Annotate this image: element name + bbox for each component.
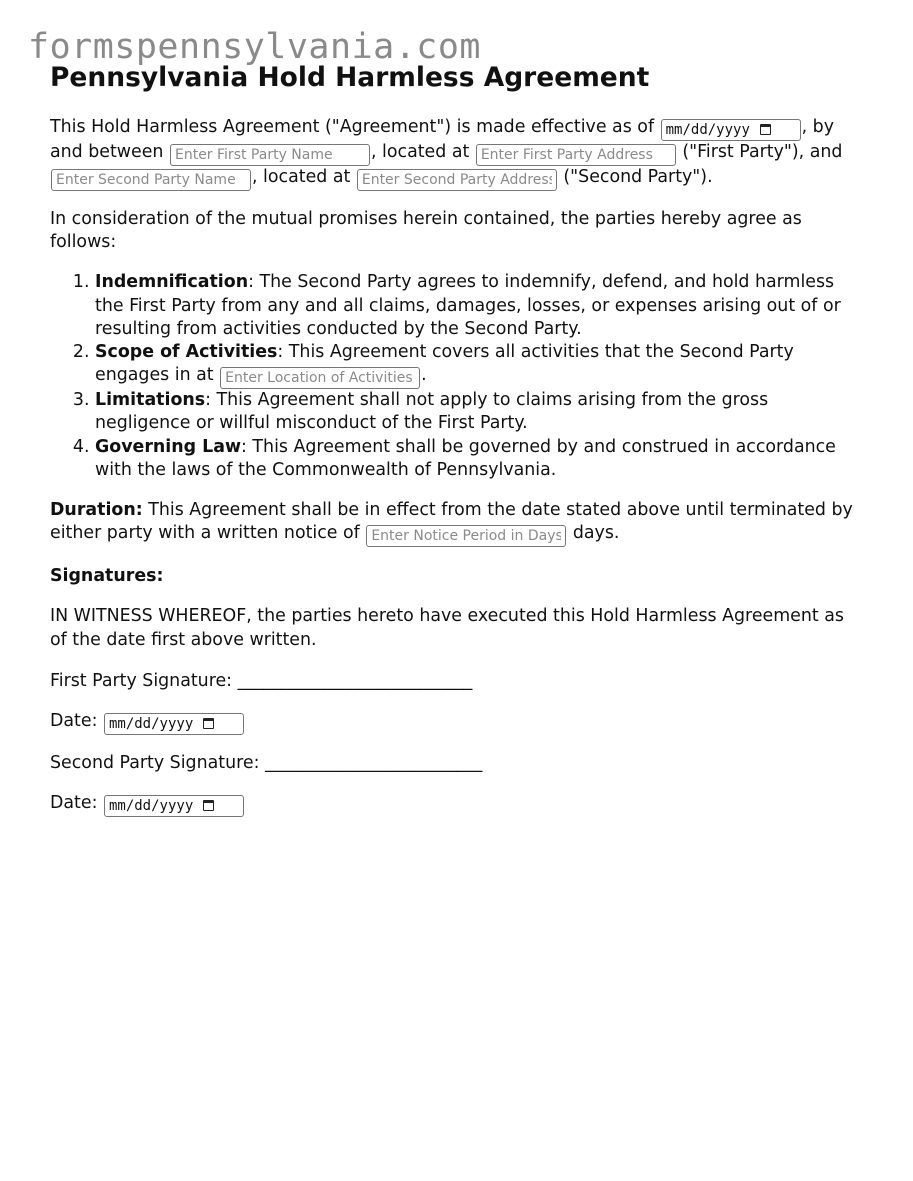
notice-period-input[interactable] [366, 525, 566, 547]
intro-text-2: , by and between [50, 117, 834, 162]
agreement-document [50, 58, 865, 817]
first-party-date-input[interactable] [104, 713, 244, 735]
first-party-signature-line: ___________________________ [237, 670, 473, 691]
witness-paragraph: IN WITNESS WHEREOF, the parties hereto have executed this Hold Harmless Agreement as of the date first above written. [50, 606, 844, 650]
clause-heading: Governing Law [95, 436, 242, 457]
clause-text: : This Agreement shall be governed by and construed in accordance with the laws of the Commonwealth of Pennsylvania. [95, 436, 836, 480]
clause-text: : The Second Party agrees to indemnify, defend, and hold harmless the First Party from any and all claims, damages, losses, or expenses arising out of or resulting from activities conducted by the Second Party. [95, 272, 841, 339]
effective-date-input[interactable] [661, 119, 801, 141]
duration-paragraph [50, 499, 865, 547]
clause-heading: Limitations [95, 390, 206, 411]
second-party-address-input[interactable] [357, 169, 557, 191]
second-party-signature-line: _________________________ [264, 753, 483, 774]
duration-label: Duration: [50, 500, 143, 521]
intro-text-1: This Hold Harmless Agreement ("Agreement") is made effective as of [50, 117, 655, 137]
page-title: Pennsylvania Hold Harmless Agreement [50, 62, 650, 93]
clauses-list [50, 271, 865, 482]
duration-text: This Agreement shall be in effect from the date stated above until terminated by either party with a written notice of [50, 500, 853, 544]
clause-text: : This Agreement covers all activities that the Second Party engages in at [95, 342, 794, 386]
first-party-name-input[interactable] [170, 144, 370, 166]
intro-text-5: , located at [252, 167, 351, 187]
second-party-signature-row [50, 752, 865, 775]
date-placeholder: mm/dd/yyyy [108, 798, 194, 815]
clause-end: . [421, 365, 427, 386]
consideration-paragraph: In consideration of the mutual promises herein contained, the parties hereby agree as follows: [50, 209, 802, 253]
location-of-activities-input[interactable] [220, 367, 420, 389]
second-party-name-input[interactable] [51, 169, 251, 191]
second-party-date-input[interactable] [104, 795, 244, 817]
site-watermark: formspennsylvania.com [28, 27, 482, 67]
intro-paragraph [50, 116, 865, 191]
first-party-address-input[interactable] [476, 144, 676, 166]
signatures-heading-text: Signatures: [50, 566, 164, 587]
first-party-signature-label: First Party Signature: [50, 670, 233, 691]
clause-limitations [95, 389, 865, 435]
first-party-date-row [50, 710, 865, 735]
intro-text-3: , located at [370, 142, 470, 162]
date-label: Date: [50, 711, 98, 732]
second-party-signature-label: Second Party Signature: [50, 753, 260, 774]
duration-end: days. [572, 523, 620, 544]
first-party-signature-row [50, 670, 865, 693]
clause-scope-of-activities [95, 341, 865, 389]
clause-text: : This Agreement shall not apply to claims arising from the gross negligence or willful misconduct of the First Party. [95, 390, 769, 434]
intro-text-4: ("First Party"), and [682, 142, 843, 162]
calendar-icon[interactable] [203, 800, 214, 811]
date-label: Date: [50, 793, 98, 814]
second-party-date-row [50, 792, 865, 817]
clause-heading: Scope of Activities [95, 342, 278, 363]
effective-date-placeholder: mm/dd/yyyy [665, 122, 750, 138]
date-placeholder: mm/dd/yyyy [108, 716, 194, 733]
clause-heading: Indemnification [95, 272, 249, 293]
clause-governing-law [95, 436, 865, 482]
calendar-icon[interactable] [760, 124, 771, 135]
clause-indemnification [95, 271, 865, 341]
calendar-icon[interactable] [203, 718, 214, 729]
intro-text-6: ("Second Party"). [563, 167, 713, 187]
signatures-heading [50, 565, 865, 588]
